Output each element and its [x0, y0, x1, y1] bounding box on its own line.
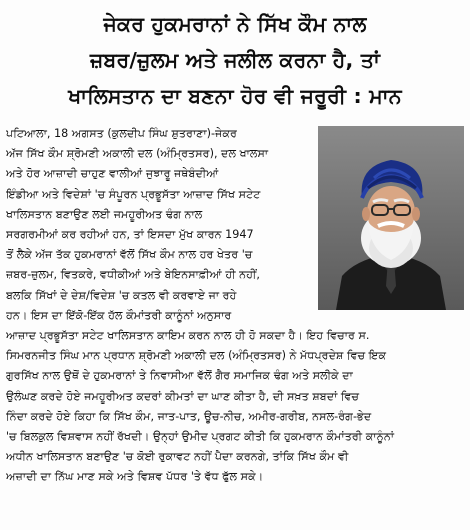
- article-line-15: ਨਿੰਦਾ ਕਰਦੇ ਹੋਏ ਕਿਹਾ ਕਿ ਸਿੱਖ ਕੌਮ, ਜਾਤ-ਪਾਤ, ਊਚ-ਨੀਚ, ਅਮੀਰ-ਗਰੀਬ, ਨਸਲ-ਰੰਗ-ਭੇਦ: [6, 409, 372, 423]
- article-line-16: 'ਚ ਬਿਲਕੁਲ ਵਿਸ਼ਵਾਸ ਨਹੀਂ ਰੱਖਦੀ। ਉਨ੍ਹਾਂ ਉਮੀਦ ਪ੍ਰਗਟ ਕੀਤੀ ਕਿ ਹੁਕਮਰਾਨ ਕੌਮਾਂਤਰੀ ਕਾਨੂੰਨਾਂ: [6, 430, 394, 444]
- headline-line-3: ਖਾਲਿਸਤਾਨ ਦਾ ਬਣਨਾ ਹੋਰ ਵੀ ਜਰੂਰੀ : ਮਾਨ: [68, 84, 402, 108]
- headline-line-1: ਜੇਕਰ ਹੁਕਮਰਾਨਾਂ ਨੇ ਸਿੱਖ ਕੌਮ ਨਾਲ: [103, 12, 367, 36]
- article-line-13: ਗੁਰਸਿੱਖ ਨਾਲ ਉਥੋਂ ਦੇ ਹੁਕਮਰਾਨਾਂ ਤੇ ਨਿਵਾਸੀਆ ਵੱਲੋਂ ਗੈਰ ਸਮਾਜਿਕ ਢੰਗ ਅਤੇ ਸਲੀਕੇ ਦਾ: [6, 369, 353, 383]
- article-line-12: ਸਿਮਰਨਜੀਤ ਸਿੰਘ ਮਾਨ ਪ੍ਰਧਾਨ ਸ਼੍ਰੋਮਣੀ ਅਕਾਲੀ ਦਲ (ਅੰਮ੍ਰਿਤਸਰ) ਨੇ ਮੱਧਪ੍ਰਦੇਸ਼ ਵਿਚ ਇਕ: [6, 349, 387, 363]
- article-line-2: ਅੱਜ ਸਿੱਖ ਕੌਮ ਸ਼੍ਰੋਮਣੀ ਅਕਾਲੀ ਦਲ (ਅੰਮ੍ਰਿਤਸਰ), ਦਲ ਖਾਲਸਾ: [6, 147, 269, 161]
- article-paragraph: [6, 124, 464, 488]
- article-line-4: ਇੰਡੀਆ ਅਤੇ ਵਿਦੇਸ਼ਾਂ 'ਚ ਸੰਪੂਰਨ ਪ੍ਰਭੂਸੱਤਾ ਆਜ਼ਾਦ ਸਿੱਖ ਸਟੇਟ: [6, 187, 261, 201]
- headline-line-2: ਜ਼ਬਰ/ਜ਼ੁਲਮ ਅਤੇ ਜਲੀਲ ਕਰਨਾ ਹੈ, ਤਾਂ: [89, 48, 381, 72]
- article-line-6: ਸਰਗਰਮੀਆਂ ਕਰ ਰਹੀਆਂ ਹਨ, ਤਾਂ ਇਸਦਾ ਮੁੱਖ ਕਾਰਨ 1947: [6, 228, 254, 242]
- article-line-17: ਅਧੀਨ ਖਾਲਿਸਤਾਨ ਬਣਾਉਣ 'ਚ ਕੋਈ ਰੁਕਾਵਟ ਨਹੀਂ ਪੈਦਾ ਕਰਨਗੇ, ਤਾਂਕਿ ਸਿੱਖ ਕੌਮ ਵੀ: [6, 450, 349, 464]
- article-line-3: ਅਤੇ ਹੋਰ ਆਜ਼ਾਦੀ ਚਾਹੁਣ ਵਾਲੀਆਂ ਜੁਝਾਰੂ ਜਥੇਬੰਦੀਆਂ: [6, 167, 219, 181]
- article-line-10: ਹਨ। ਇਸ ਦਾ ਇੱਕੋ-ਇੱਕ ਹੱਲ ਕੌਮਾਂਤਰੀ ਕਾਨੂੰਨਾਂ ਅਨੁਸਾਰ: [6, 308, 232, 322]
- article-line-1: ਪਟਿਆਲਾ, 18 ਅਗਸਤ (ਕੁਲਦੀਪ ਸਿੰਘ ਸ਼ੁਤਰਾਣਾ)-ਜੇਕਰ: [6, 127, 237, 140]
- article-body: [6, 124, 464, 488]
- article-line-5: ਖਾਲਿਸਤਾਨ ਬਣਾਉਣ ਲਈ ਜਮਹੂਰੀਅਤ ਢੰਗ ਨਾਲ: [6, 207, 203, 221]
- article-line-9: ਬਲਕਿ ਸਿੱਖਾਂ ਦੇ ਦੇਸ਼/ਵਿਦੇਸ਼ 'ਚ ਕਤਲ ਵੀ ਕਰਵਾਏ ਜਾ ਰਹੇ: [6, 288, 237, 302]
- article-line-8: ਜ਼ਬਰ-ਜ਼ੁਲਮ, ਵਿਤਕਰੇ, ਵਧੀਕੀਆਂ ਅਤੇ ਬੇਇਨਸਾਫ਼ੀਆਂ ਹੀ ਨਹੀਂ,: [6, 268, 260, 282]
- article-line-18: ਅਜ਼ਾਦੀ ਦਾ ਨਿੱਘ ਮਾਣ ਸਕੇ ਅਤੇ ਵਿਸ਼ਵ ਪੱਧਰ 'ਤੇ ਵੱਧ ਫੁੱਲ ਸਕੇ।: [6, 470, 264, 484]
- article-line-7: ਤੋਂ ਲੈਕੇ ਅੱਜ ਤੱਕ ਹੁਕਮਰਾਨਾਂ ਵੱਲੋਂ ਸਿੱਖ ਕੌਮ ਨਾਲ ਹਰ ਖੇਤਰ 'ਚ: [6, 248, 253, 262]
- article-line-14: ਉਲੰਘਣ ਕਰਦੇ ਹੋਏ ਜਮਹੂਰੀਅਤ ਕਦਰਾਂ ਕੀਮਤਾਂ ਦਾ ਘਾਣ ਕੀਤਾ ਹੈ, ਦੀ ਸਖ਼ਤ ਸ਼ਬਦਾਂ ਵਿਚ: [6, 389, 360, 403]
- article-line-11: ਆਜ਼ਾਦ ਪ੍ਰਭੂਸੱਤਾ ਸਟੇਟ ਖਾਲਿਸਤਾਨ ਕਾਇਮ ਕਰਨ ਨਾਲ ਹੀ ਹੋ ਸਕਦਾ ਹੈ। ਇਹ ਵਿਚਾਰ ਸ.: [6, 329, 370, 343]
- headline: [0, 0, 470, 114]
